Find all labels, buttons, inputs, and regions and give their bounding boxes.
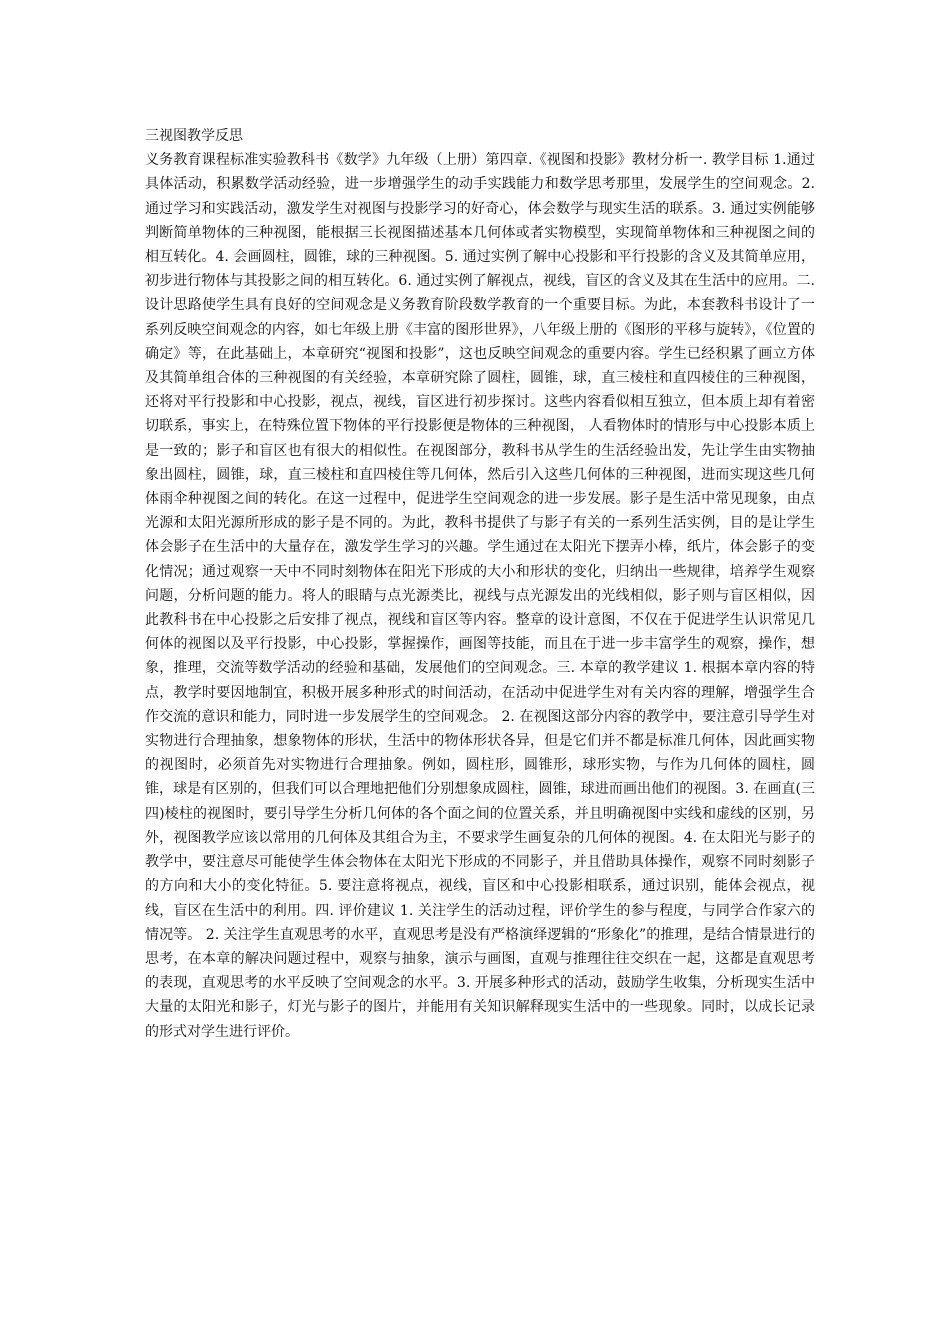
document-page (145, 124, 815, 1044)
document-body: 义务教育课程标准实验教科书《数学》九年级（上册）第四章.《视图和投影》教材分析一. 教学目标 1.通过具体活动，积累数学活动经验，进一步增强学生的动手实践能力和数学思考那里，发展学生的空间观念。2. 通过学习和实践活动，激发学生对视图与投影学习的好奇心，体会数学与现实生活的联系。3. 通过实例能够判断简单物体的三种视图，能根据三长视图描述基本几何体或者实物模型，实现简单物体和三种视图之间的相互转化。4. 会画圆柱，圆锥，球的三种视图。5. 通过实例了解中心投影和平行投影的含义及其简单应用，初步进行物体与其投影之间的相互转化。6. 通过实例了解视点，视线，盲区的含义及其在生活中的应用。二. 设计思路使学生具有良好的空间观念是义务教育阶段数学教育的一个重要目标。为此，本套教科书设计了一系列反映空间观念的内容，如七年级上册《丰富的图形世界》，八年级上册的《图形的平移与旋转》，《位置的确定》等，在此基础上，本章研究“视图和投影”，这也反映空间观念的重要内容。学生已经积累了画立方体及其简单组合体的三种视图的有关经验，本章研究除了圆柱，圆锥，球，直三棱柱和直四棱住的三种视图，还将对平行投影和中心投影，视点，视线，盲区进行初步探讨。这些内容看似相互独立，但本质上却有着密切联系，事实上，在特殊位置下物体的平行投影便是物体的三种视图， 人看物体时的情形与中心投影本质上是一致的；影子和盲区也有很大的相似性。在视图部分，教科书从学生的生活经验出发，先让学生由实物抽象出圆柱，圆锥，球，直三棱柱和直四棱住等几何体，然后引入这些几何体的三种视图，进而实现这些几何体雨伞种视图之间的转化。在这一过程中，促进学生空间观念的进一步发展。影子是生活中常见现象，由点光源和太阳光源所形成的影子是不同的。为此，教科书提供了与影子有关的一系列生活实例，目的是让学生体会影子在生活中的大量存在，激发学生学习的兴趣。学生通过在太阳光下摆弄小棒，纸片，体会影子的变化情况；通过观察一天中不同时刻物体在阳光下形成的大小和形状的变化，归纳出一些规律，培养学生观察问题，分析问题的能力。将人的眼睛与点光源类比，视线与点光源发出的光线相似，影子则与盲区相似，因此教科书在中心投影之后安排了视点，视线和盲区等内容。整章的设计意图，不仅在于促进学生认识常见几何体的视图以及平行投影，中心投影，掌握操作，画图等技能，而且在于进一步丰富学生的观察，操作，想象，推理，交流等数学活动的经验和基础，发展他们的空间观念。三. 本章的教学建议 1. 根据本章内容的特点，教学时要因地制宜，积极开展多种形式的时间活动，在活动中促进学生对有关内容的理解，增强学生合作交流的意识和能力，同时进一步发展学生的空间观念。 2. 在视图这部分内容的教学中，要注意引导学生对实物进行合理抽象，想象物体的形状，生活中的物体形状各异，但是它们并不都是标准几何体，因此画实物的视图时，必须首先对实物进行合理抽象。例如，圆柱形，圆锥形，球形实物，与作为几何体的圆柱，圆锥，球是有区别的，但我们可以合理地把他们分别想象成圆柱，圆锥，球进而画出他们的视图。3. 在画直(三四)棱柱的视图时，要引导学生分析几何体的各个面之间的位置关系，并且明确视图中实线和虚线的区别，另外，视图教学应该以常用的几何体及其组合为主，不要求学生画复杂的几何体的视图。4. 在太阳光与影子的教学中，要注意尽可能使学生体会物体在太阳光下形成的不同影子，并且借助具体操作，观察不同时刻影子的方向和大小的变化特征。5. 要注意将视点，视线，盲区和中心投影相联系，通过识别，能体会视点，视线，盲区在生活中的利用。四. 评价建议 1. 关注学生的活动过程，评价学生的参与程度，与同学合作家六的情况等。 2. 关注学生直观思考的水平，直观思考是没有严格演绎逻辑的“形象化”的推理，是结合情景进行的思考，在本章的解决问题过程中，观察与抽象，演示与画图，直观与推理往往交织在一起，这都是直观思考的表现，直观思考的水平反映了空间观念的水平。3. 开展多种形式的活动，鼓励学生收集，分析现实生活中大量的太阳光和影子，灯光与影子的图片，并能用有关知识解释现实生活中的一些现象。同时，以成长记录的形式对学生进行评价。 (145, 152, 815, 1040)
document-title: 三视图教学反思 (145, 128, 243, 144)
